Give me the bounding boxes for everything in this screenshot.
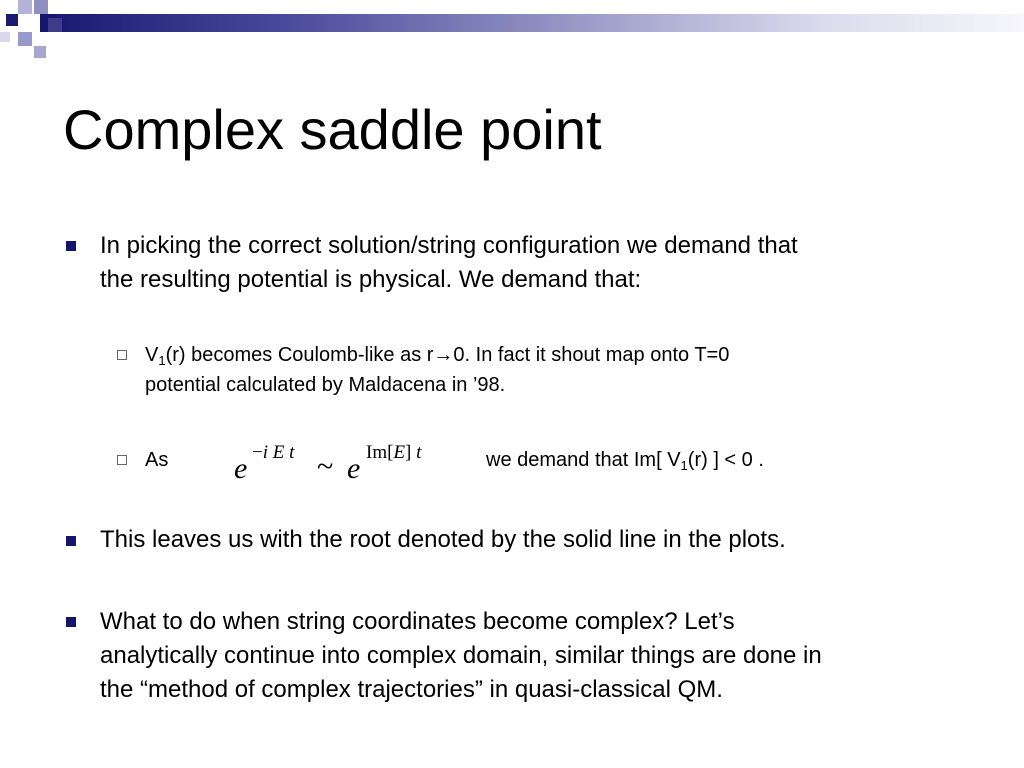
math-base: e [347,452,361,485]
bullet-square-icon [66,617,76,627]
math-exp-t: t [416,442,422,463]
slide-title: Complex saddle point [63,98,602,161]
sub-bullet-hollow-icon [117,455,127,465]
bullet-square-icon [66,241,76,251]
bullet-text [100,229,980,297]
sub-bullet-line [145,340,985,370]
demand-end: (r) ] < 0 . [687,449,764,471]
bullet-line: analytically continue into complex domain, similar things are done in [100,642,822,669]
sub-bullet-demand [486,445,764,475]
decor-square [34,0,48,14]
text-rest: (r) becomes Coulomb-like as r→0. In fact it shout map onto T=0 [165,344,730,366]
bullet-square-icon [66,536,76,546]
math-minus: − [252,442,263,463]
decor-square [0,32,10,42]
decor-square [6,14,18,26]
sub-bullet-as: As [145,449,169,471]
math-exp-var: E [393,442,406,463]
header-gradient-bar [40,14,1024,32]
math-exponent [252,442,294,464]
decor-square [48,18,62,32]
bullet-line: the resulting potential is physical. We demand that: [100,266,642,293]
decor-square [18,0,32,14]
subscript: 1 [680,458,688,473]
math-bracket: ] [405,442,412,463]
math-exponent [366,442,421,464]
bullet-line: What to do when string coordinates become complex? Let’s [100,608,735,635]
decor-square [18,32,32,46]
bullet-line: the “method of complex trajectories” in quasi-classical QM. [100,676,723,703]
math-im: Im[ [366,442,394,463]
math-base: e [234,452,248,485]
var-v: V [145,344,159,366]
demand-text: we demand that Im[ V [486,449,681,471]
sub-bullet-hollow-icon [117,350,127,360]
math-tilde: ~ [317,450,334,483]
bullet-line: In picking the correct solution/string configuration we demand that [100,232,798,259]
math-exp-var: i E t [262,442,295,463]
decor-square [34,46,46,58]
bullet-text [100,605,980,707]
sub-bullet-text [145,340,985,400]
sub-bullet-line: potential calculated by Maldacena in ’98. [145,374,506,396]
subscript: 1 [158,353,166,368]
bullet-text: This leaves us with the root denoted by the solid line in the plots. [100,526,786,553]
